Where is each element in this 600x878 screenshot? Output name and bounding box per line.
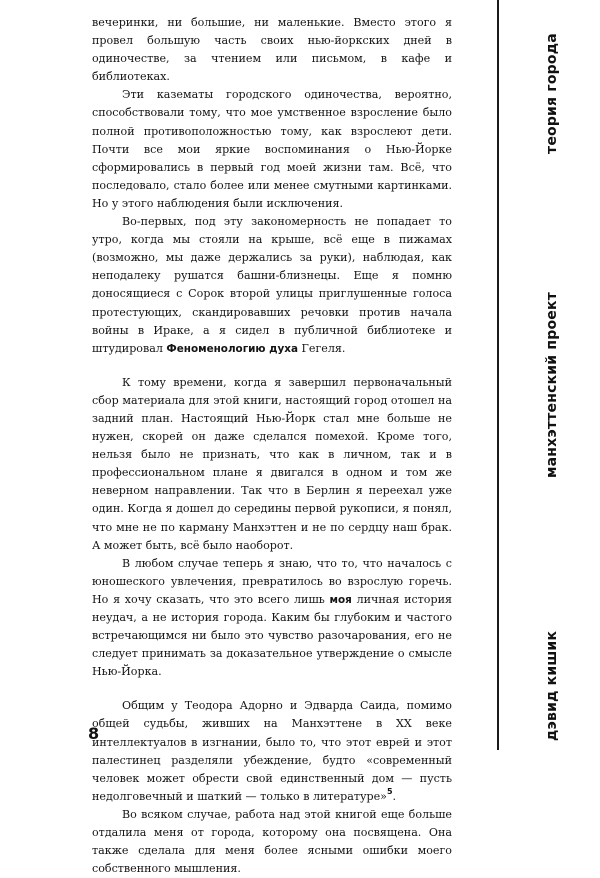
section-label: теория города <box>544 33 560 154</box>
paragraph <box>92 555 452 682</box>
emphasized-word: моя <box>329 593 352 606</box>
paragraph: вечеринки, ни большие, ни маленькие. Вместо этого я провел большую часть своих нью-йоркских дней в одиночестве, за чтением или письмом, в кафе и библиотеках. <box>92 16 452 84</box>
body-text <box>92 14 452 878</box>
paragraph: К тому времени, когда я завершил первоначальный сбор материала для этой книги, настоящий город отошел на задний план. Настоящий Нью-Йорк стал мне больше не нужен, скорей он даже сделался помехой. Кроме того, нельзя было не признать, что как в личном, так и в профессиональном плане я двигался в одном и том же неверном направлении. Так что в Берлин я переехал уже один. Когда я дошел до середины первой рукописи, я понял, что мне не по карману Манхэттен и не по сердцу наш брак. А может быть, всё было наоборот. <box>92 375 452 552</box>
paragraph: Эти казематы городского одиночества, вероятно, способствовали тому, что мое умственное взросление было полной противоположностью тому, как взрослеют дети. Почти все мои яркие воспоминания о Нью-Йорке сформировались в первый год моей жизни там. Всё, что последовало, стало более или менее смутными картинками. Но у этого наблюдения были исключения. <box>92 88 452 210</box>
paragraph-text: В любом случае теперь я знаю, что то, что началось с юношеского увлечения, превратилось во взрослую горечь. Но я хочу сказать, что это всего лишь <box>92 556 452 606</box>
project-label: манхэттенский проект <box>544 291 560 478</box>
paragraph-ending: . <box>392 789 397 803</box>
paragraph-ending: личная история неудач, а не история города. Каким бы глубоким и частого встречающимся ни было это чувство разочарования, его не следует принимать за доказательное утверждение о смысле Нью-Йорка. <box>92 592 452 679</box>
paragraph: Во всяком случае, работа над этой книгой еще больше отдалила меня от города, которому она посвящена. Она также сделала для меня более ясными ошибки моего собственного мышления. <box>92 807 452 876</box>
paragraph-text: Во-первых, под эту закономерность не попадает то утро, когда мы стояли на крыше, всё еще в пижамах (возможно, мы даже держались за руки), наблюдая, как неподалеку рушатся башни-близнецы. Еще я помню доносящиеся с Сорок второй улицы приглушенные голоса протестующих, скандировавших речовки против начала войны в Ираке, а я сидел в публичной библиотеке и штудировал <box>92 215 452 355</box>
paragraph <box>92 697 452 806</box>
paragraph <box>92 213 452 358</box>
paragraph-text: Общим у Теодора Адорно и Эдварда Саида, помимо общей судьбы, живших на Манхэттене в XX веке интеллектуалов в изгнании, было то, что этот еврей и этот палестинец разделяли убеждение, будто «современный человек может обрести свой единственный дом — пусть недолговечный и шаткий — только в литературе» <box>92 699 452 803</box>
margin-rule <box>497 0 499 750</box>
book-title: Феноменологию духа <box>166 342 299 355</box>
page-number: 8 <box>88 724 100 743</box>
paragraph-ending: Гегеля. <box>298 341 346 355</box>
footnote-mark: 5 <box>386 786 393 796</box>
author-label: дэвид кишик <box>544 630 560 741</box>
